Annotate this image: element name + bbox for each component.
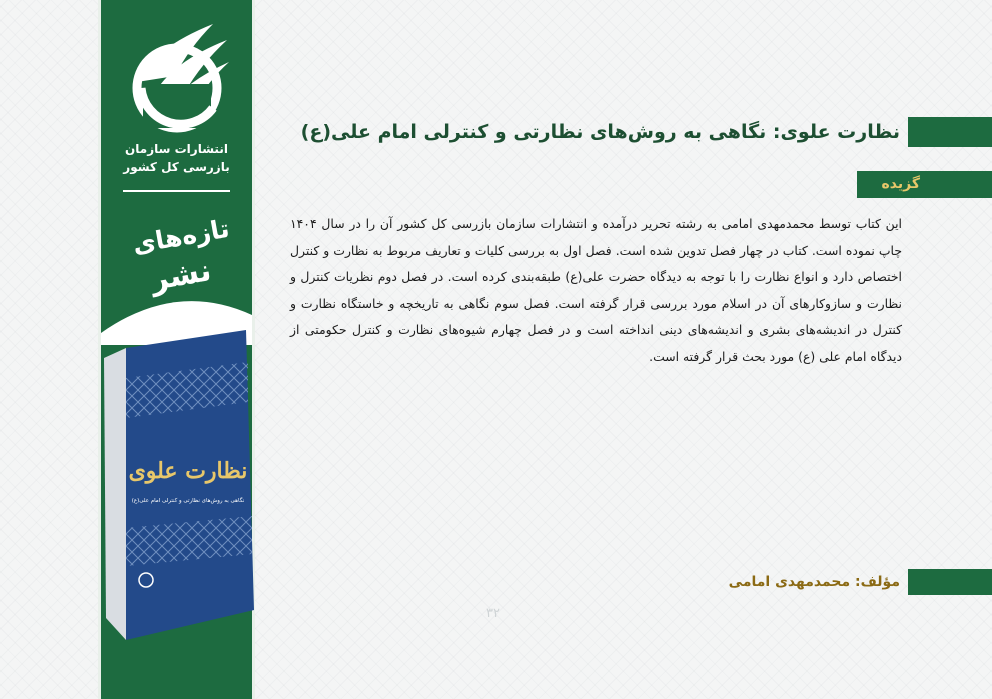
new-release-heading-line1: تازه‌های <box>130 213 232 260</box>
author-accent-bar <box>908 569 992 595</box>
page-title: نظارت علوی: نگاهی به روش‌های نظارتی و کنترلی امام علی(ع) <box>300 121 900 143</box>
book-cover-image <box>96 318 256 648</box>
author-label: مؤلف: محمدمهدی امامی <box>728 574 900 590</box>
page-number: ۳۲ <box>486 606 500 621</box>
publisher-logo-icon <box>123 18 231 136</box>
book-cover-subtitle: نگاهی به روش‌های نظارتی و کنترلی امام علی(ع) <box>131 498 245 504</box>
excerpt-body: این کتاب توسط محمدمهدی امامی به رشته تحریر درآمده و انتشارات سازمان بازرسی کل کشور آن را در سال ۱۴۰۴ چاپ نموده است. کتاب در چهار فصل تدوین شده است. فصل اول به بررسی کلیات و تعاریف مربوط به نظارت و کنترل اختصاص دارد و انواع نظارت را با توجه به دیدگاه حضرت علی(ع) طبقه‌بندی کرده است. در فصل دوم نظریات کنترل و نظارت و سازوکارهای آن در اسلام مورد بررسی قرار گرفته است. فصل سوم نگاهی به تاریخچه و خاستگاه نظارت و کنترل در اندیشه‌های بشری و اندیشه‌های دینی انداخته است و در فصل چهارم شیوه‌های نظارت و کنترل حکومتی از دیدگاه امام علی (ع) مورد بحث قرار گرفته است. <box>290 216 902 364</box>
book-cover-title: نظارت علوی <box>128 458 248 484</box>
publisher-name-line2: بازرسی کل کشور <box>123 160 230 174</box>
excerpt-label: گزیده <box>857 171 992 198</box>
sidebar-divider <box>123 190 230 192</box>
title-accent-bar <box>908 117 992 147</box>
new-release-heading-line2: نشر <box>148 253 214 298</box>
publisher-name-line1: انتشارات سازمان <box>125 142 228 156</box>
